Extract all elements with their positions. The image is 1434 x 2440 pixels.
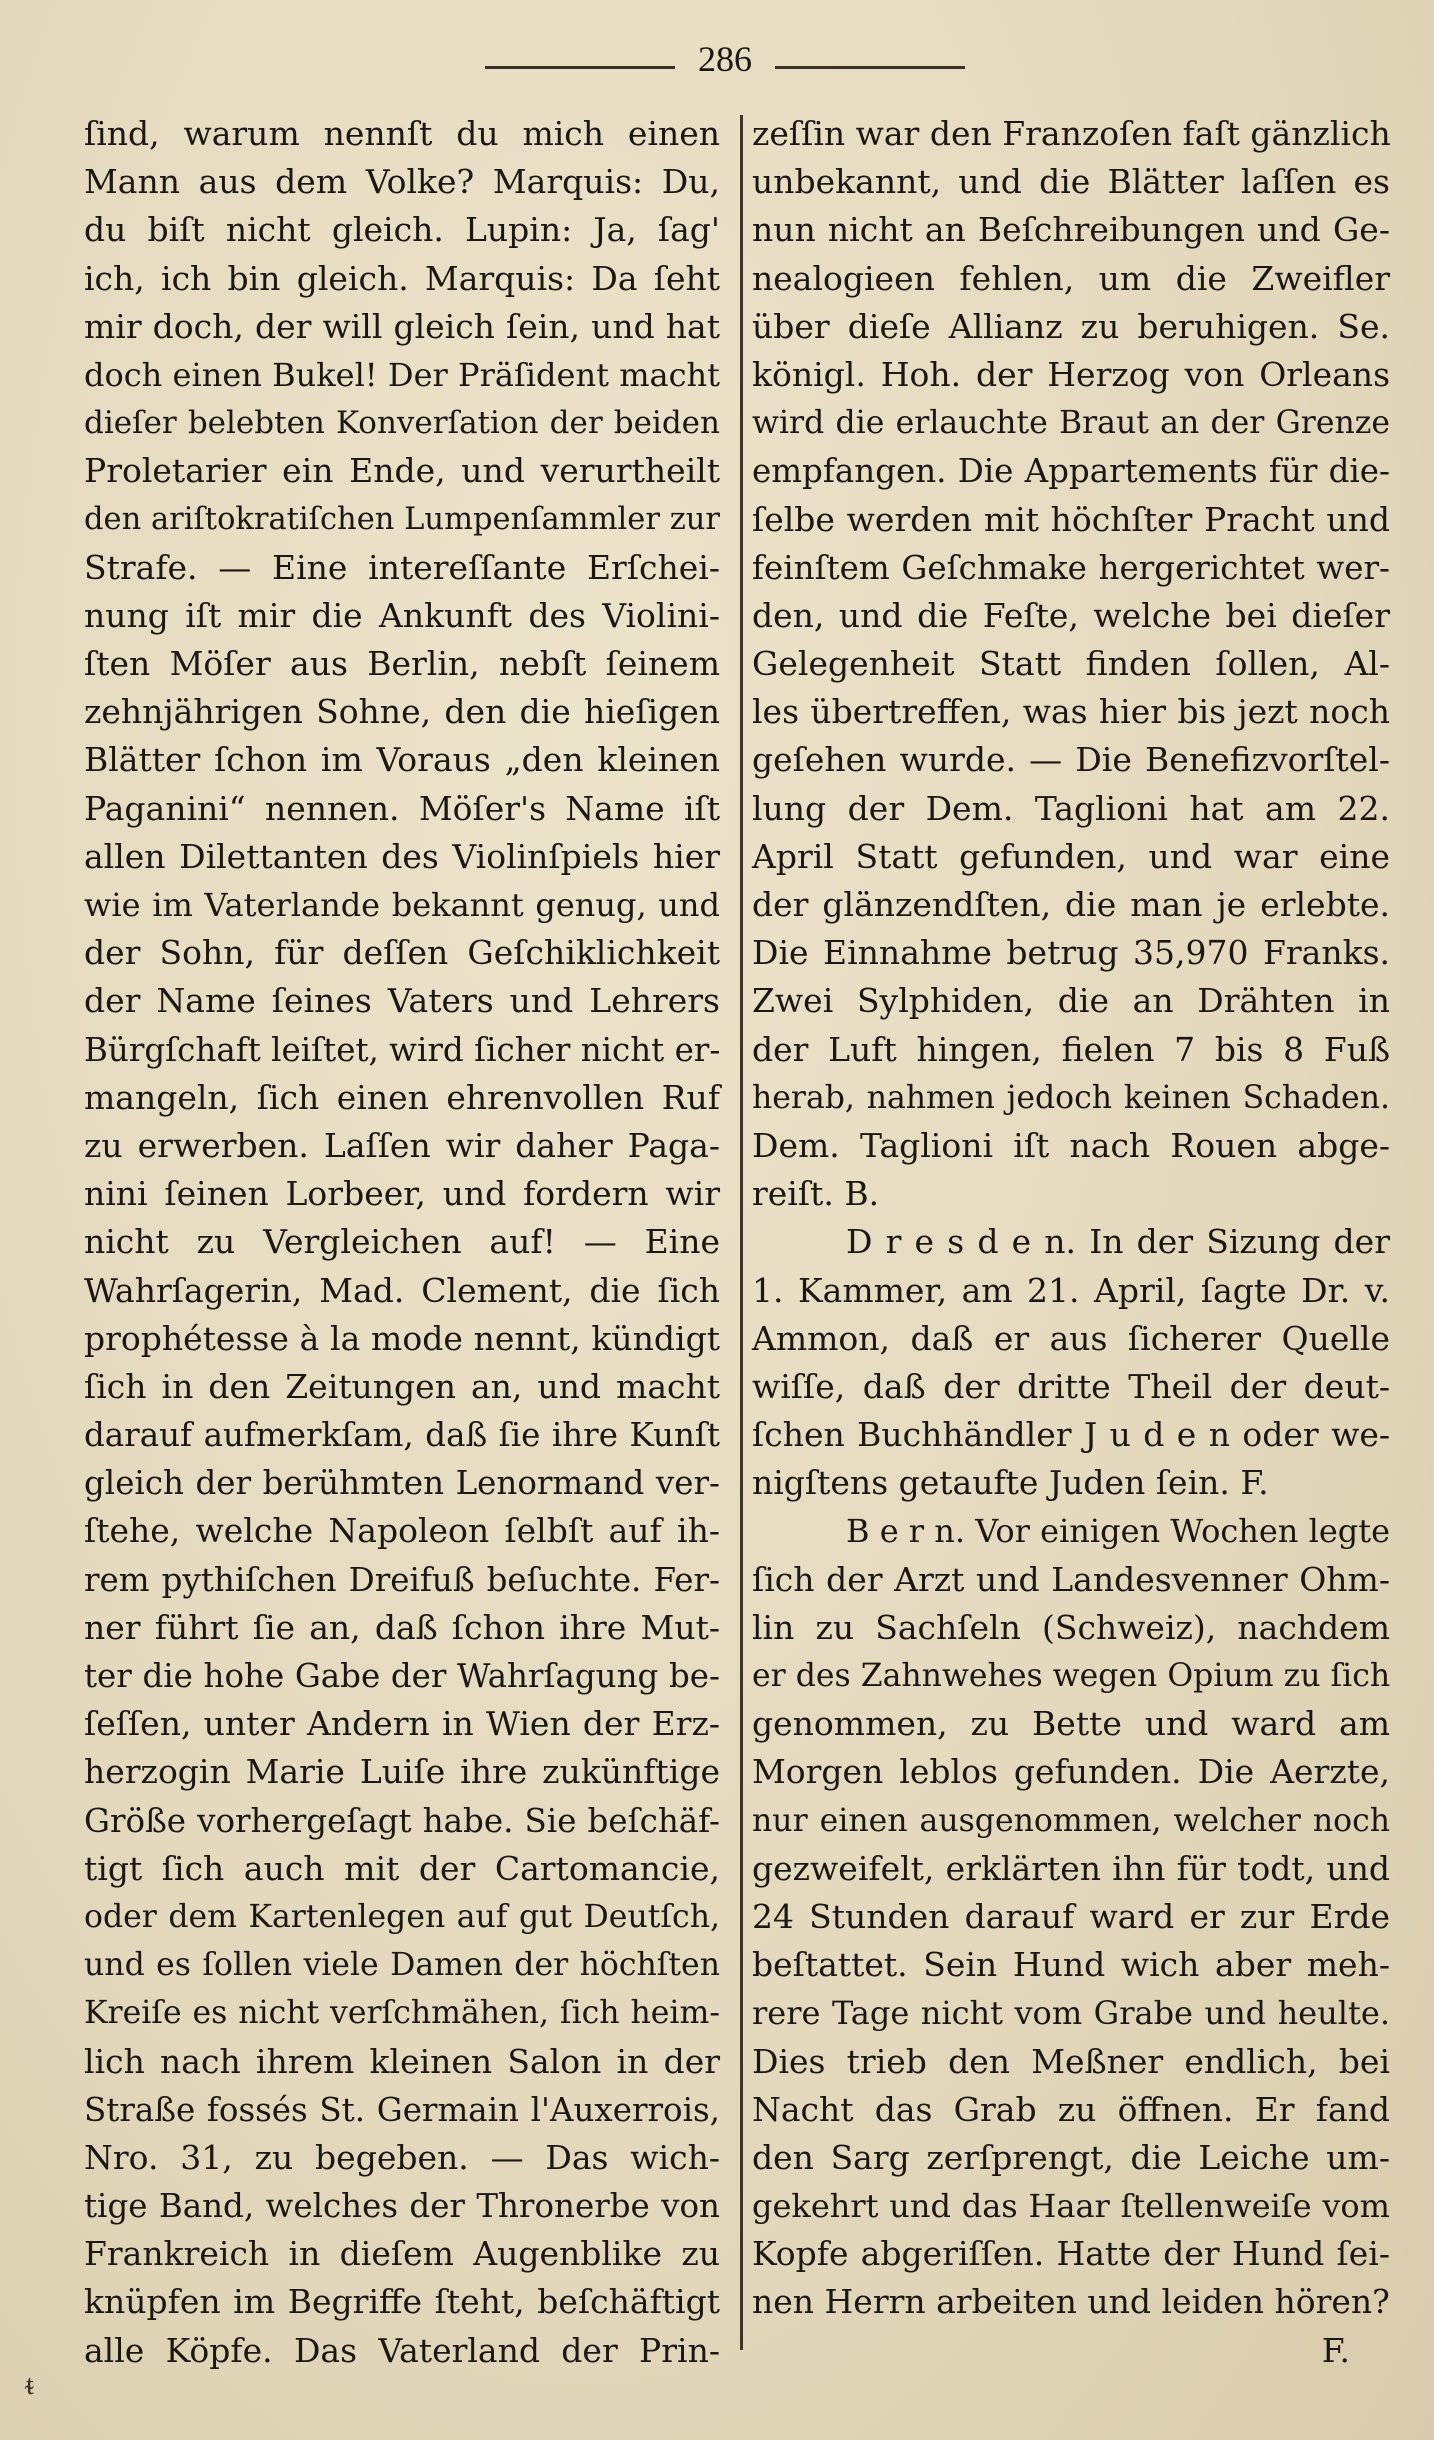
left-column-line: lich nach ihrem kleinen Salon in der bbox=[84, 2041, 720, 2081]
right-column-line: Kopfe abgeriſſen. Hatte der Hund ſei- bbox=[752, 2234, 1390, 2274]
left-column-line: ich, ich bin gleich. Marquis: Da ſeht bbox=[84, 258, 720, 298]
header-rule-left bbox=[485, 66, 675, 69]
right-column-line: Zwei Sylphiden, die an Drähten in bbox=[752, 981, 1390, 1021]
left-column-line: ſich in den Zeitungen an, und macht bbox=[84, 1366, 720, 1406]
right-column-line: empfangen. Die Appartements für die- bbox=[752, 452, 1390, 491]
right-column-line: genommen, zu Bette und ward am bbox=[752, 1704, 1390, 1744]
left-column-line: Blätter ſchon im Voraus „den kleinen bbox=[84, 740, 720, 780]
right-column-line: geſehen wurde. — Die Benefizvorſtel- bbox=[752, 740, 1390, 780]
right-column-line: königl. Hoh. der Herzog von Orleans bbox=[752, 354, 1390, 394]
column-divider bbox=[740, 115, 743, 2350]
left-column-line: dieſer belebten Konverſation der beiden bbox=[84, 405, 720, 442]
left-column-line: mangeln, ſich einen ehrenvollen Ruf bbox=[84, 1077, 720, 1117]
right-column-line: Dies trieb den Meßner endlich, bei bbox=[752, 2041, 1390, 2081]
left-column-line: alle Köpfe. Das Vaterland der Prin- bbox=[84, 2330, 720, 2370]
left-column-line: Frankreich in dieſem Augenblike zu bbox=[84, 2234, 720, 2274]
right-column-line: gezweifelt, erklärten ihn für todt, und bbox=[752, 1848, 1390, 1888]
left-column bbox=[84, 110, 720, 2375]
left-column-line: den ariſtokratiſchen Lumpenſammler zur bbox=[84, 501, 720, 537]
right-column-line: wird die erlauchte Braut an der Grenze bbox=[752, 405, 1390, 442]
page-number: 286 bbox=[698, 39, 752, 79]
left-column-line: darauf aufmerkſam, daß ſie ihre Kunſt bbox=[84, 1416, 720, 1455]
right-column-line: Dem. Taglioni iſt nach Rouen abge- bbox=[752, 1125, 1390, 1165]
left-column-line: Bürgſchaft leiſtet, wird ſicher nicht er- bbox=[84, 1030, 721, 1069]
right-column-line: zeſſin war den Franzoſen faſt gänzlich bbox=[752, 114, 1391, 153]
right-column-line: les übertreffen, was hier bis jezt noch bbox=[752, 692, 1390, 732]
left-column-line: gleich der berühmten Lenormand ver- bbox=[84, 1464, 720, 1503]
right-column-line: Nacht das Grab zu öffnen. Er fand bbox=[752, 2089, 1390, 2129]
right-column-line: nun nicht an Beſchreibungen und Ge- bbox=[752, 210, 1390, 250]
left-column-line: und es ſollen viele Damen der höchſten bbox=[84, 1947, 720, 1984]
left-column-line: herzogin Marie Luiſe ihre zukünftige bbox=[84, 1752, 720, 1792]
right-column-line: nen Herrn arbeiten und leiden hören? bbox=[752, 2282, 1390, 2322]
left-column-line: mir doch, der will gleich ſein, und hat bbox=[84, 306, 720, 346]
right-column-line: ſich der Arzt und Landesvenner Ohm- bbox=[752, 1559, 1390, 1599]
left-column-line: Mann aus dem Volke? Marquis: Du, bbox=[84, 162, 720, 202]
right-column-line: Gelegenheit Statt finden ſollen, Al- bbox=[752, 644, 1390, 684]
left-column-line: du biſt nicht gleich. Lupin: Ja, ſag' bbox=[84, 210, 720, 250]
right-column-line: ſelbe werden mit höchſter Pracht und bbox=[752, 499, 1390, 539]
left-column-line: Proletarier ein Ende, und verurtheilt bbox=[84, 451, 720, 491]
header-rule-right bbox=[775, 66, 965, 69]
right-column-line: nur einen ausgenommen, welcher noch bbox=[752, 1802, 1390, 1839]
right-column-line: wiſſe, daß der dritte Theil der deut- bbox=[752, 1366, 1390, 1406]
left-column-line: ſind, warum nennſt du mich einen bbox=[84, 114, 720, 153]
left-column-line: rem pythiſchen Dreifuß beſuchte. Fer- bbox=[84, 1560, 720, 1599]
left-column-line: zu erwerben. Laſſen wir daher Paga- bbox=[84, 1125, 720, 1165]
right-column-line: Ammon, daß er aus ſicherer Quelle bbox=[752, 1318, 1390, 1358]
right-column bbox=[752, 110, 1390, 2375]
left-column-line: tigt ſich auch mit der Cartomancie, bbox=[84, 1848, 720, 1888]
left-column-line: tige Band, welches der Thronerbe von bbox=[84, 2187, 720, 2226]
right-column-line: der Luft hingen, fielen 7 bis 8 Fuß bbox=[752, 1029, 1390, 1069]
left-column-line: ner führt ſie an, daß ſchon ihre Mut- bbox=[84, 1607, 720, 1647]
left-column-line: nini ſeinen Lorbeer, und fordern wir bbox=[84, 1174, 720, 1214]
right-column-line: unbekannt, und die Blätter laſſen es bbox=[752, 162, 1390, 202]
right-column-line: feinſtem Geſchmake hergerichtet wer- bbox=[752, 548, 1390, 587]
right-column-line: beſtattet. Sein Hund wich aber meh- bbox=[752, 1945, 1390, 1985]
right-column-line: er des Zahnwehes wegen Opium zu ſich bbox=[752, 1658, 1391, 1694]
right-column-line: F. bbox=[1321, 2330, 1350, 2370]
right-column-line: ſchen Buchhändler J u d e n oder we- bbox=[752, 1415, 1390, 1455]
left-column-line: Paganini“ nennen. Möſer's Name iſt bbox=[84, 788, 720, 828]
left-column-line: prophétesse à la mode nennt, kündigt bbox=[84, 1318, 720, 1358]
left-column-line: oder dem Kartenlegen auf gut Deutſch, bbox=[84, 1898, 720, 1935]
right-column-line: lin zu Sachſeln (Schweiz), nachdem bbox=[752, 1607, 1390, 1647]
left-column-line: zehnjährigen Sohne, den die hieſigen bbox=[84, 692, 720, 732]
page-header bbox=[0, 38, 1434, 88]
right-column-line: gekehrt und das Haar ſtellenweiſe vom bbox=[752, 2187, 1390, 2226]
right-column-line: reiſt. B. bbox=[752, 1174, 880, 1214]
right-column-line: Die Einnahme betrug 35,970 Franks. bbox=[752, 933, 1390, 973]
left-column-line: allen Dilettanten des Violinſpiels hier bbox=[84, 836, 720, 876]
right-column-line: 24 Stunden darauf ward er zur Erde bbox=[752, 1896, 1390, 1936]
right-column-line: nealogieen fehlen, um die Zweifler bbox=[752, 258, 1390, 298]
left-column-line: ter die hohe Gabe der Wahrſagung be- bbox=[84, 1657, 720, 1695]
right-column-line: April Statt gefunden, und war eine bbox=[752, 836, 1390, 876]
right-column-line: über dieſe Allianz zu beruhigen. Se. bbox=[752, 306, 1390, 346]
left-column-line: Nro. 31, zu begeben. — Das wich- bbox=[84, 2137, 720, 2177]
right-column-line: 1. Kammer, am 21. April, ſagte Dr. v. bbox=[752, 1270, 1390, 1310]
left-column-line: Kreiſe es nicht verſchmähen, ſich heim- bbox=[84, 1995, 720, 2032]
right-column-line: rere Tage nicht vom Grabe und heulte. bbox=[752, 1994, 1390, 2033]
left-column-line: Straße fossés St. Germain l'Auxerrois, bbox=[84, 2090, 720, 2129]
left-column-line: Größe vorhergeſagt habe. Sie beſchäf- bbox=[84, 1801, 720, 1840]
right-column-line: den, und die Feſte, welche bei dieſer bbox=[752, 595, 1390, 635]
left-column-line: der Sohn, für deſſen Geſchiklichkeit bbox=[84, 933, 720, 973]
right-column-line: lung der Dem. Taglioni hat am 22. bbox=[752, 788, 1390, 828]
left-column-line: ſtehe, welche Napoleon ſelbſt auf ih- bbox=[84, 1511, 720, 1551]
footer-mark: ᵵ bbox=[26, 2368, 34, 2401]
right-column-line: den Sarg zerſprengt, die Leiche um- bbox=[752, 2137, 1390, 2177]
right-column-line: Morgen leblos gefunden. Die Aerzte, bbox=[752, 1752, 1390, 1792]
right-column-line: D r e s d e n. In der Sizung der bbox=[846, 1222, 1390, 1262]
left-column-line: der Name ſeines Vaters und Lehrers bbox=[84, 981, 720, 1021]
left-column-line: ſeſſen, unter Andern in Wien der Erz- bbox=[84, 1704, 720, 1744]
left-column-line: Wahrſagerin, Mad. Clement, die ſich bbox=[84, 1270, 720, 1310]
left-column-line: ſten Möſer aus Berlin, nebſt ſeinem bbox=[84, 644, 720, 684]
right-column-line: herab, nahmen jedoch keinen Schaden. bbox=[752, 1079, 1390, 1116]
left-column-line: Strafe. — Eine intereſſante Erſchei- bbox=[84, 547, 720, 587]
left-column-line: doch einen Bukel! Der Präſident macht bbox=[84, 355, 720, 394]
right-column-line: nigſtens getaufte Juden ſein. F. bbox=[752, 1463, 1269, 1503]
right-column-line: B e r n. Vor einigen Wochen legte bbox=[846, 1512, 1391, 1551]
left-column-line: wie im Vaterlande bekannt genug, und bbox=[84, 886, 720, 924]
left-column-line: nung iſt mir die Ankunft des Violini- bbox=[84, 595, 720, 635]
left-column-line: knüpfen im Begriffe ſteht, beſchäftigt bbox=[84, 2282, 720, 2322]
right-column-line: der glänzendſten, die man je erlebte. bbox=[752, 885, 1390, 924]
left-column-line: nicht zu Vergleichen auf! — Eine bbox=[84, 1222, 720, 1262]
